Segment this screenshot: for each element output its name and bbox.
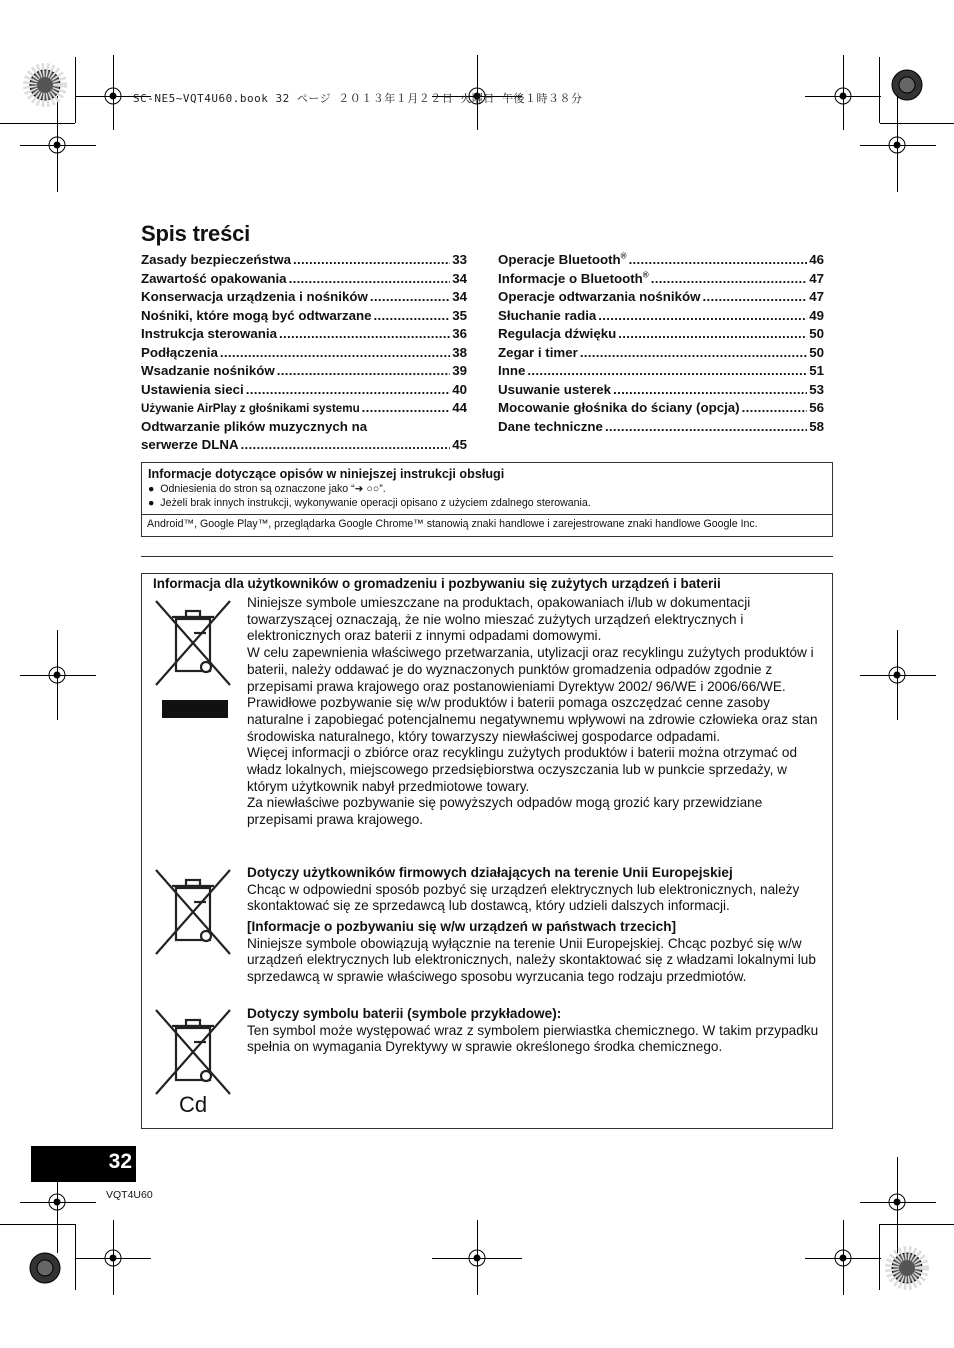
info-heading: Informacje dotyczące opisów w niniejszej instrukcji obsługi xyxy=(148,467,505,481)
page-number: 32 xyxy=(108,1150,132,1173)
toc-item[interactable]: Zasady bezpieczeństwa ..... 33 xyxy=(141,252,467,271)
toc-item[interactable]: Dane techniczne ..... 58 xyxy=(498,419,824,438)
crossed-bin-battery-icon xyxy=(154,1008,232,1096)
crossed-bin-icon xyxy=(154,599,232,721)
toc-item[interactable]: Instrukcja sterowania ..... 36 xyxy=(141,326,467,345)
page-number-box xyxy=(31,1146,136,1182)
toc-item[interactable]: Słuchanie radia ..... 49 xyxy=(498,308,824,327)
divider xyxy=(142,514,832,515)
battery-symbol-section: Dotyczy symbolu baterii (symbole przykładowe): Ten symbol może występować wraz z symbolem pierwiastka chemicznego. W takim przypadku spełnia on wymagania Dyrektywy w sprawie określonego środka chemicznego. xyxy=(247,1006,819,1055)
toc-item[interactable]: Podłączenia ..... 38 xyxy=(141,345,467,364)
toc-left-column xyxy=(141,252,467,456)
info-bullet: ● Odniesienia do stron są oznaczone jako “➜ ○○”. xyxy=(148,483,386,495)
third-countries-section: [Informacje o pozbywaniu się w/w urządzeń w państwach trzecich] Niniejsze symbole obowiązują wyłącznie na terenie Unii Europejskiej. Chcąc pozbyć się w/w urządzeń elektrycznych lub elektronicznych, należy skontaktować się z władzami lokalnymi lub sprzedawcą w sprawie właściwego sposobu wyrzucania tego rodzaju przedmiotów. xyxy=(247,919,816,985)
toc-item[interactable]: Odtwarzanie plików muzycznych na xyxy=(141,418,368,434)
toc-item[interactable]: Usuwanie usterek ..... 53 xyxy=(498,382,824,401)
toc-item[interactable]: serwerze DLNA ..... 45 xyxy=(141,437,467,456)
waste-disposal-box xyxy=(141,573,833,1129)
toc-item[interactable]: Informacje o Bluetooth® ..... 47 xyxy=(498,271,824,290)
waste-body-text: Niniejsze symbole umieszczane na produktach, opakowaniach i/lub w dokumentacji towarzyszącej oznaczają, że nie wolno mieszać zużytych urządzeń elektrycznych i elektronicznych oraz baterii z innymi odpadami domowymi. W celu zapewnienia właściwego przetwarzania, utylizacji oraz recyklingu zużytych produktów i baterii, należy oddawać je do wyznaczonych punktów gromadzenia odpadów zgodnie z przepisami prawa krajowego oraz postanowieniami Dyrektyw 2002/ 96/WE i 2006/66/WE. Prawidłowe pozbywanie się w/w produktów i baterii pomaga oszczędzać cenne zasoby naturalne i zapobiegać potencjalnemu negatywnemu wpływowi na zdrowie człowieka oraz stan środowiska naturalnego, który towarzyszy niewłaściwej gospodarce odpadami. Więcej informacji o zbiórce oraz recyklingu zużytych produktów i baterii można otrzymać od władz lokalnych, miejscowego przedsiębiorstwa oczyszczania lub w punkcie sprzedaży, w którym użytkownik nabył przedmiotowe towary. Za niewłaściwe pozbywanie się powyższych odpadów mogą grozić kary przewidziane przepisami prawa krajowego. xyxy=(247,595,818,828)
info-bullet: ● Jeżeli brak innych instrukcji, wykonywanie operacji opisano z użyciem zdalnego sterowania. xyxy=(148,497,591,509)
cd-symbol: Cd xyxy=(179,1092,208,1117)
waste-heading: Informacja dla użytkowników o gromadzeniu i pozbywaniu się zużytych urządzeń i baterii xyxy=(153,576,721,591)
toc-item[interactable]: Używanie AirPlay z głośnikami systemu ..... 44 xyxy=(141,400,467,419)
document-code: VQT4U60 xyxy=(106,1189,153,1201)
print-header-line: SC-NE5~VQT4U60.book 32 ページ ２０１３年１月２２日 火曜日 午後１時３８分 xyxy=(133,92,583,105)
toc-item[interactable]: Zawartość opakowania ..... 34 xyxy=(141,271,467,290)
toc-item[interactable]: Regulacja dźwięku ..... 50 xyxy=(498,326,824,345)
toc-item[interactable]: Wsadzanie nośników ..... 39 xyxy=(141,363,467,382)
toc-item[interactable]: Operacje odtwarzania nośników ..... 47 xyxy=(498,289,824,308)
toc-item[interactable]: Mocowanie głośnika do ściany (opcja) ..... 56 xyxy=(498,400,824,419)
toc-item[interactable]: Inne ..... 51 xyxy=(498,363,824,382)
divider xyxy=(141,556,833,557)
toc-item[interactable]: Ustawienia sieci ..... 40 xyxy=(141,382,467,401)
toc-item[interactable]: Zegar i timer ..... 50 xyxy=(498,345,824,364)
toc-right-column xyxy=(498,252,824,437)
toc-item[interactable]: Operacje Bluetooth® ..... 46 xyxy=(498,252,824,271)
manual-info-box xyxy=(141,462,833,537)
trademarks-note: Android™, Google Play™, przeglądarka Google Chrome™ stanowią znaki handlowe i zarejestrowane znaki handlowe Google Inc. xyxy=(147,518,758,530)
business-users-section: Dotyczy użytkowników firmowych działających na terenie Unii Europejskiej Chcąc w odpowiedni sposób pozbyć się urządzeń elektrycznych lub elektronicznych, należy skontaktować się ze sprzedawcą lub dostawcą, który udzieli dalszych informacji. xyxy=(247,865,800,914)
page-title: Spis treści xyxy=(141,221,251,246)
toc-item[interactable]: Konserwacja urządzenia i nośników ..... 34 xyxy=(141,289,467,308)
crossed-bin-icon xyxy=(154,868,232,956)
toc-item[interactable]: Nośniki, które mogą być odtwarzane ..... 35 xyxy=(141,308,467,327)
